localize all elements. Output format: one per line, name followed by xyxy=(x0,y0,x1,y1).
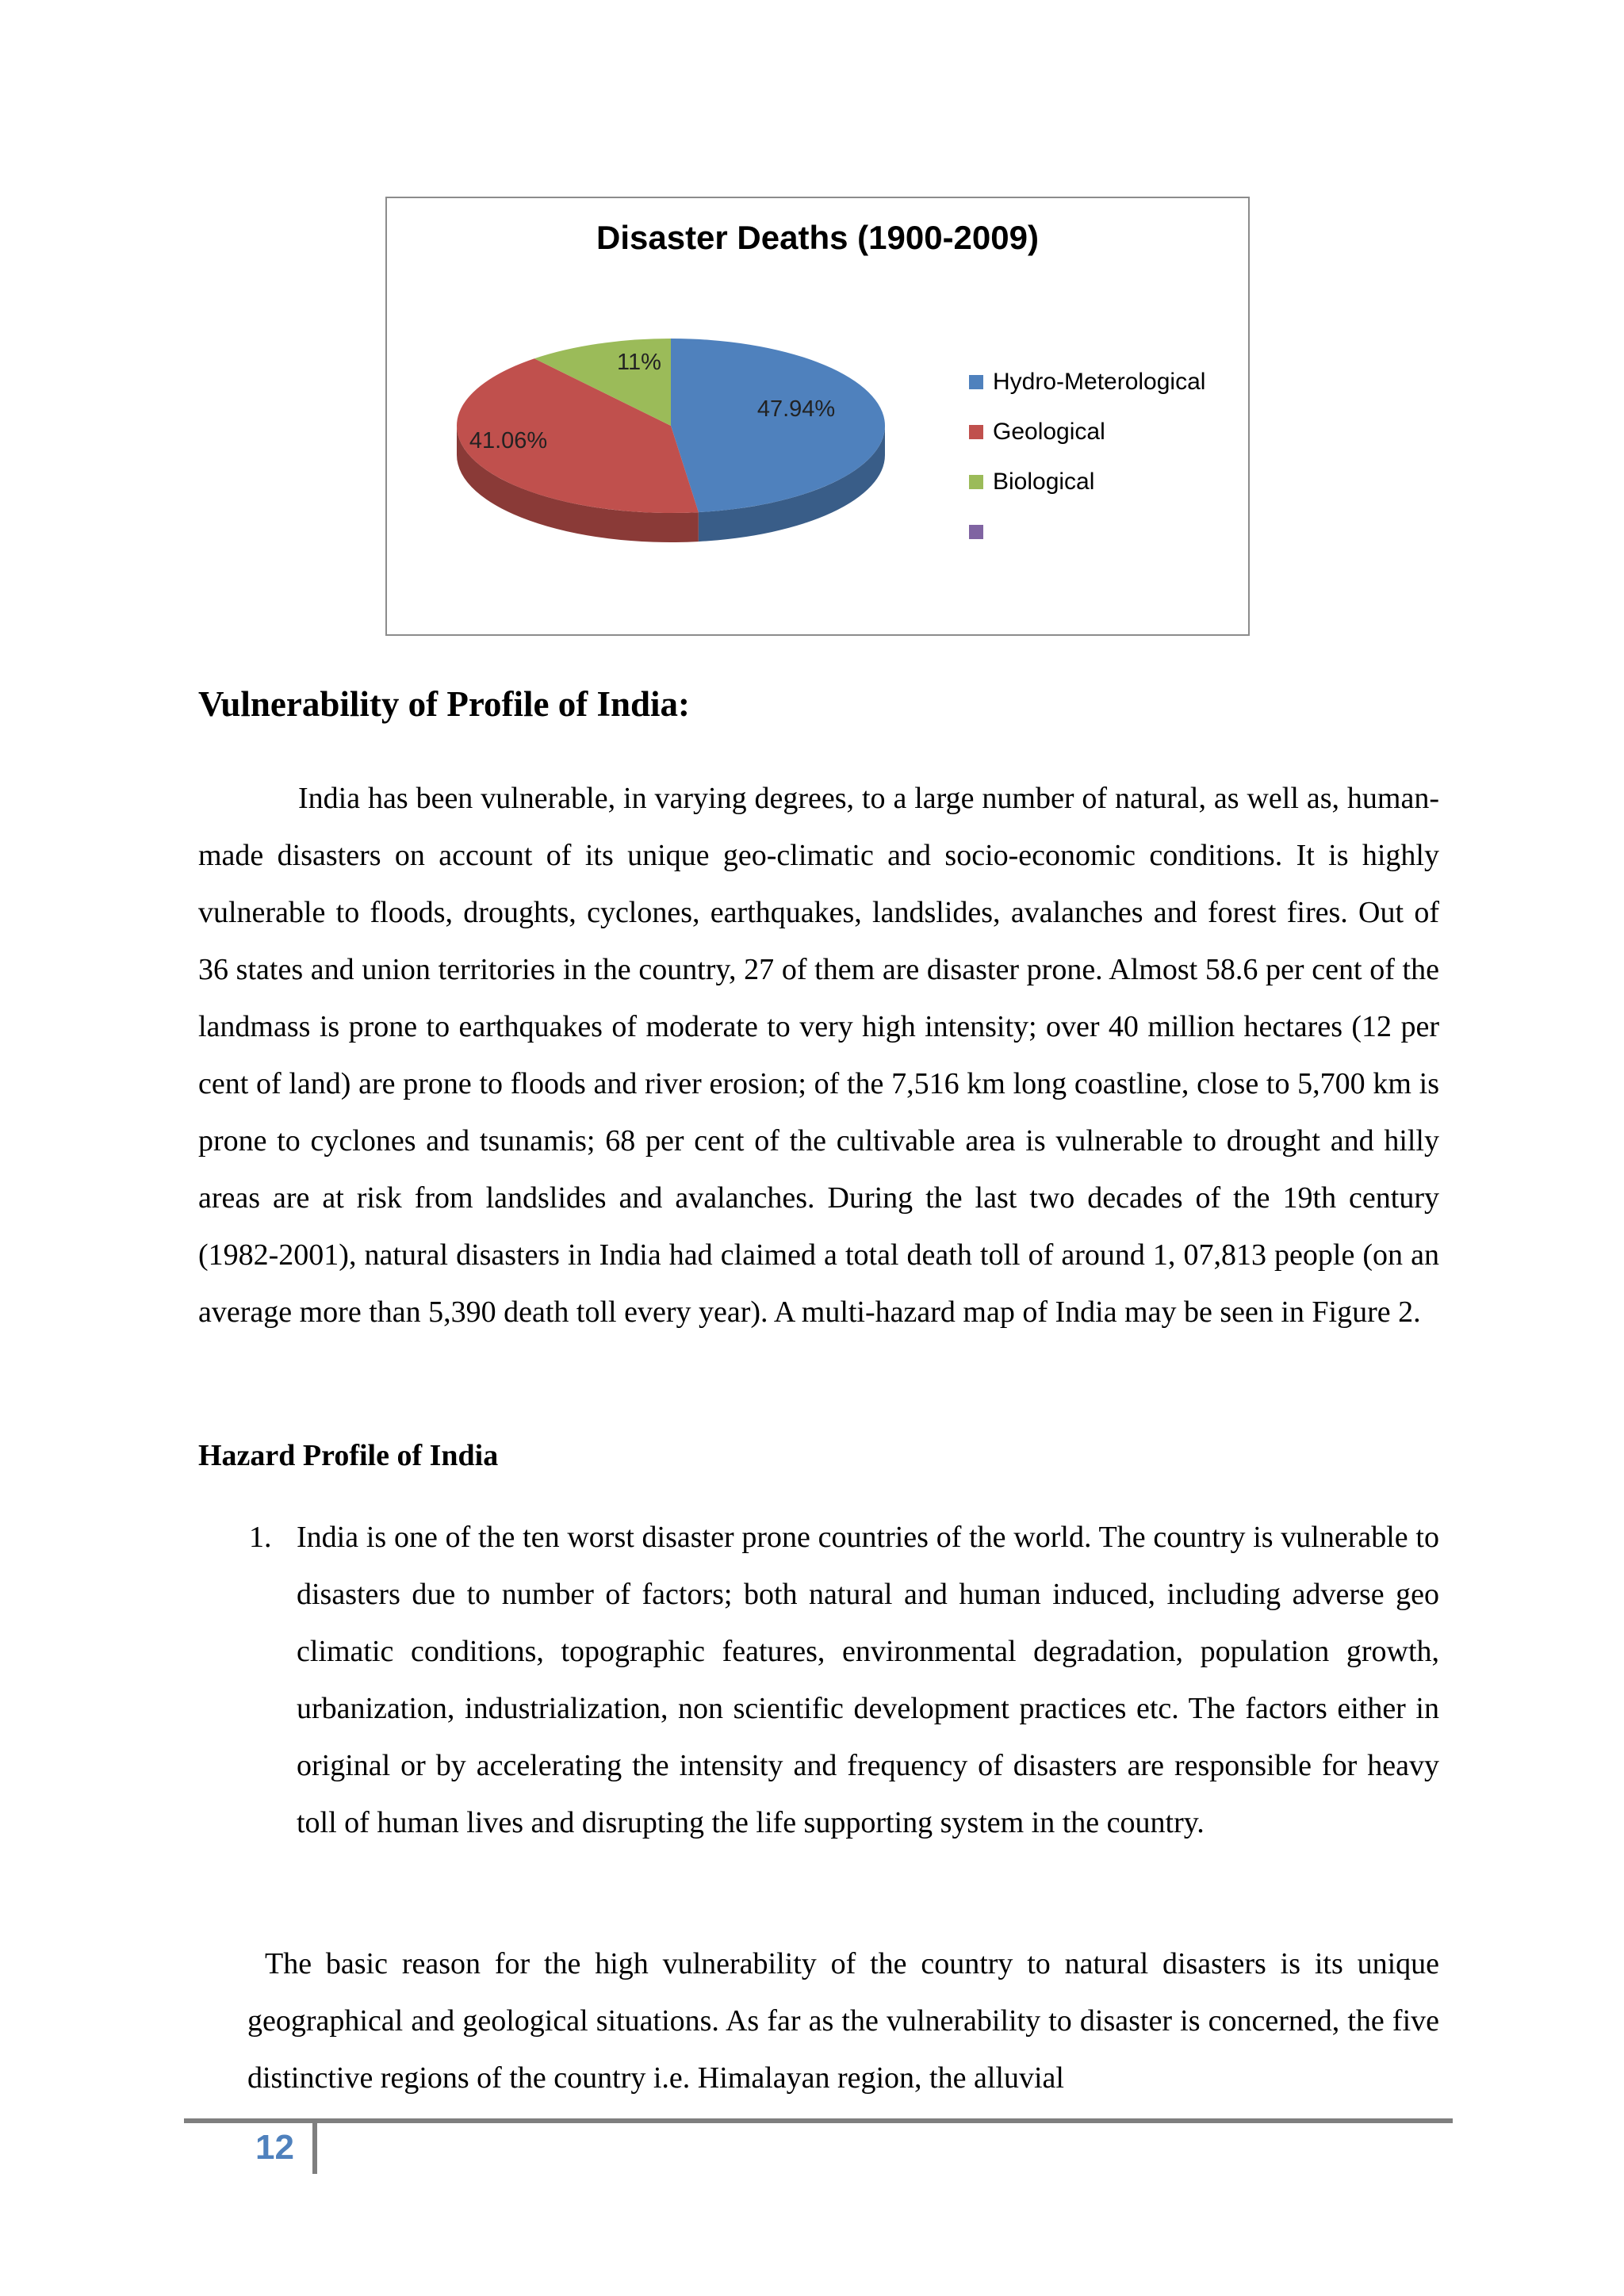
chart-legend xyxy=(969,357,1205,557)
legend-item-hydro xyxy=(969,357,1205,407)
legend-swatch-biological xyxy=(969,475,983,489)
list-item xyxy=(198,1509,1439,1851)
page-number: 12 xyxy=(255,2128,294,2167)
legend-label-geological: Geological xyxy=(993,418,1105,445)
legend-swatch-empty xyxy=(969,525,983,539)
legend-label-hydro: Hydro-Meterological xyxy=(993,368,1206,395)
list-item-number: 1. xyxy=(249,1521,272,1554)
pie-data-label-hydro: 47.94% xyxy=(756,396,836,422)
hazard-profile-subheading: Hazard Profile of India xyxy=(198,1439,499,1472)
legend-swatch-geological xyxy=(969,425,983,439)
legend-item-geological xyxy=(969,407,1205,457)
legend-label-biological: Biological xyxy=(993,468,1095,495)
pie-data-label-geological: 41.06% xyxy=(469,428,548,453)
pie-chart-figure xyxy=(385,197,1250,636)
legend-item-empty xyxy=(969,507,1205,557)
legend-item-biological xyxy=(969,457,1205,507)
pie-data-label-biological: 11% xyxy=(617,350,661,375)
legend-swatch-hydro xyxy=(969,375,983,389)
footer-rule xyxy=(184,2118,1453,2123)
paragraph-basic-reason: The basic reason for the high vulnerability of the country to natural disasters is its unique geographical and geological situations. As far as the vulnerability to disaster is concerned, the five distinctive regions of the country i.e. Himalayan region, the alluvial xyxy=(247,1947,1439,2095)
section-heading: Vulnerability of Profile of India: xyxy=(198,684,691,724)
chart-title: Disaster Deaths (1900-2009) xyxy=(596,219,1039,256)
list-item-text: India is one of the ten worst disaster prone countries of the world. The country is vulnerable to disasters due to number of factors; both natural and human induced, including adverse geo climatic conditions, topographic features, environmental degradation, population growth, urbanization, industrialization, non scientific development practices etc. The factors either in original or by accelerating the intensity and frequency of disasters are responsible for heavy toll of human lives and disrupting the life supporting system in the country. xyxy=(297,1521,1439,1839)
paragraph-vulnerability: India has been vulnerable, in varying degrees, to a large number of natural, as well as, human-made disasters on account of its unique geo-climatic and socio-economic conditions. It is highly vulnerable to floods, droughts, cyclones, earthquakes, landslides, avalanches and forest fires. Out of 36 states and union territories in the country, 27 of them are disaster prone. Almost 58.6 per cent of the landmass is prone to earthquakes of moderate to very high intensity; over 40 million hectares (12 per cent of land) are prone to floods and river erosion; of the 7,516 km long coastline, close to 5,700 km is prone to cyclones and tsunamis; 68 per cent of the cultivable area is vulnerable to drought and hilly areas are at risk from landslides and avalanches. During the last two decades of the 19th century (1982-2001), natural disasters in India had claimed a total death toll of around 1, 07,813 people (on an average more than 5,390 death toll every year). A multi-hazard map of India may be seen in Figure 2. xyxy=(198,782,1439,1329)
footer-divider xyxy=(312,2123,317,2174)
